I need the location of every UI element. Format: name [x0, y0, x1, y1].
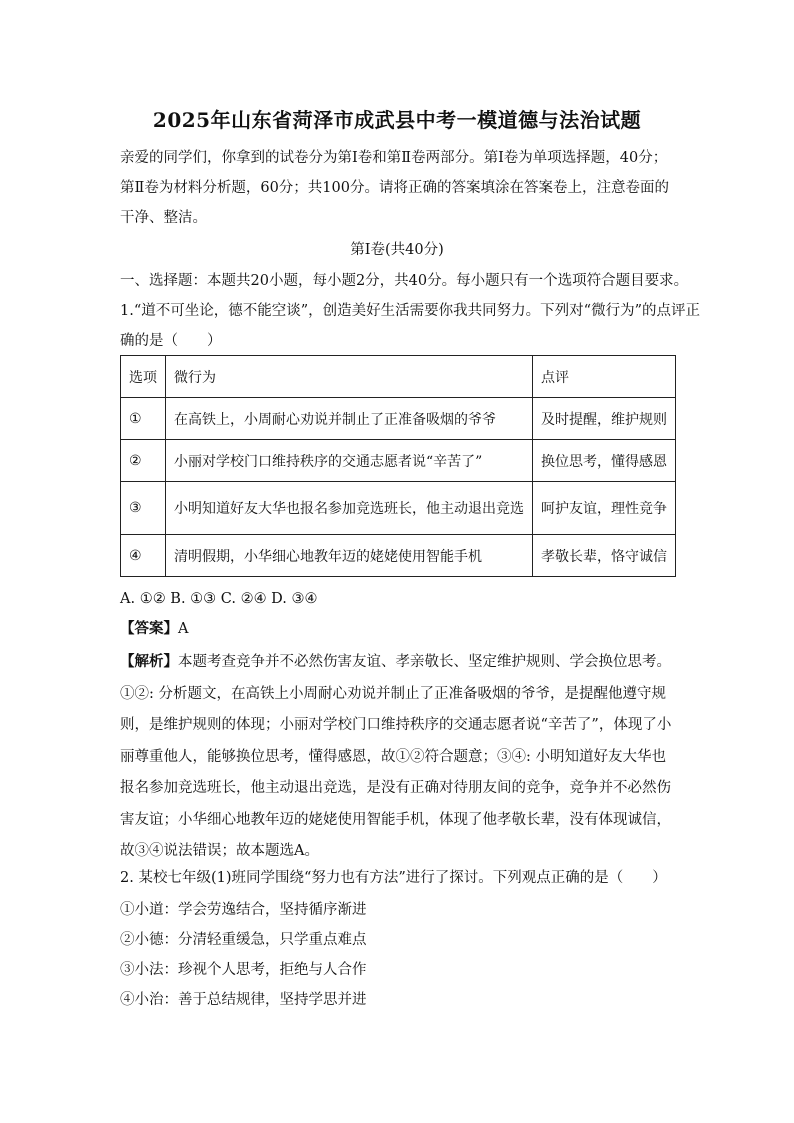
table-header-cell: 点评	[533, 356, 676, 398]
table-row	[121, 440, 676, 482]
table-cell: 呵护友谊，理性竞争	[533, 482, 676, 535]
list-item: ②小德：分清轻重缓急，只学重点难点	[120, 932, 367, 948]
list-item: ①小道：学会劳逸结合，坚持循序渐进	[120, 902, 367, 918]
table-header-cell: 选项	[121, 356, 166, 398]
table-cell: 小丽对学校门口维持秩序的交通志愿者说“辛苦了”	[166, 440, 533, 482]
answer-value: A	[178, 621, 189, 637]
table-cell: ④	[121, 535, 166, 577]
q1-analysis	[120, 646, 676, 868]
q1-table	[120, 355, 676, 577]
table-row	[121, 482, 676, 535]
analysis-label: 【解析】	[120, 653, 178, 670]
table-header-cell: 微行为	[166, 356, 533, 398]
volume-title: 第Ⅰ卷(共40分)	[350, 242, 444, 258]
table-row	[121, 398, 676, 440]
table-cell: 及时提醒，维护规则	[533, 398, 676, 440]
q1-stem-line2: 确的是（ ）	[120, 333, 222, 349]
table-cell: 在高铁上，小周耐心劝说并制止了正准备吸烟的爷爷	[166, 398, 533, 440]
q1-options: A. ①② B. ①③ C. ②④ D. ③④	[120, 591, 318, 607]
table-cell: ③	[121, 482, 166, 535]
table-cell: ②	[121, 440, 166, 482]
list-item: ③小法：珍视个人思考，拒绝与人合作	[120, 962, 367, 978]
analysis-text: 本题考查竞争并不必然伤害友谊、孝亲敬长、坚定维护规则、学会换位思考。①②: 分析题文，在高铁上小周耐心劝说并制止了正准备吸烟的爷爷，是提醒他遵守规则，是维护规则的体现；小丽对学校门口维持秩序的交通志愿者说“辛苦了”，体现了小丽尊重他人，能够换位思考，懂得感恩，故①②符合题意；③④: 小明知道好友大华也报名参加竞选班长，他主动退出竞选，是没有正确对待朋友间的竞争，竞争并不必然伤害友谊；小华细心地教年迈的姥姥使用智能手机，体现了他孝敬长辈，没有体现诚信，故③④说法错误；故本题选A。	[120, 654, 672, 859]
section-heading: 一、选择题：本题共20小题，每小题2分，共40分。每小题只有一个选项符合题目要求。	[120, 273, 689, 289]
table-cell: 换位思考，懂得感恩	[533, 440, 676, 482]
table-cell: 孝敬长辈，恪守诚信	[533, 535, 676, 577]
intro-paragraph: 亲爱的同学们，你拿到的试卷分为第Ⅰ卷和第Ⅱ卷两部分。第Ⅰ卷为单项选择题，40分；第Ⅱ卷为材料分析题，60分；共100分。请将正确的答案填涂在答案卷上，注意卷面的干净、整洁。	[120, 150, 669, 226]
q1-answer	[120, 614, 690, 644]
page-title: 2025年山东省菏泽市成武县中考一模道德与法治试题	[152, 108, 642, 132]
table-header-row	[121, 356, 676, 398]
list-item: ④小治：善于总结规律，坚持学思并进	[120, 992, 367, 1008]
q2-stem: 2. 某校七年级(1)班同学围绕“努力也有方法”进行了探讨。下列观点正确的是（ ）	[120, 870, 667, 886]
table-cell: 小明知道好友大华也报名参加竞选班长，他主动退出竞选	[166, 482, 533, 535]
q1-stem-line1: 1.“道不可坐论，德不能空谈”，创造美好生活需要你我共同努力。下列对“微行为”的点评正	[120, 303, 700, 319]
answer-label: 【答案】	[120, 620, 178, 637]
table-cell: ①	[121, 398, 166, 440]
table-row	[121, 535, 676, 577]
table-cell: 清明假期，小华细心地教年迈的姥姥使用智能手机	[166, 535, 533, 577]
